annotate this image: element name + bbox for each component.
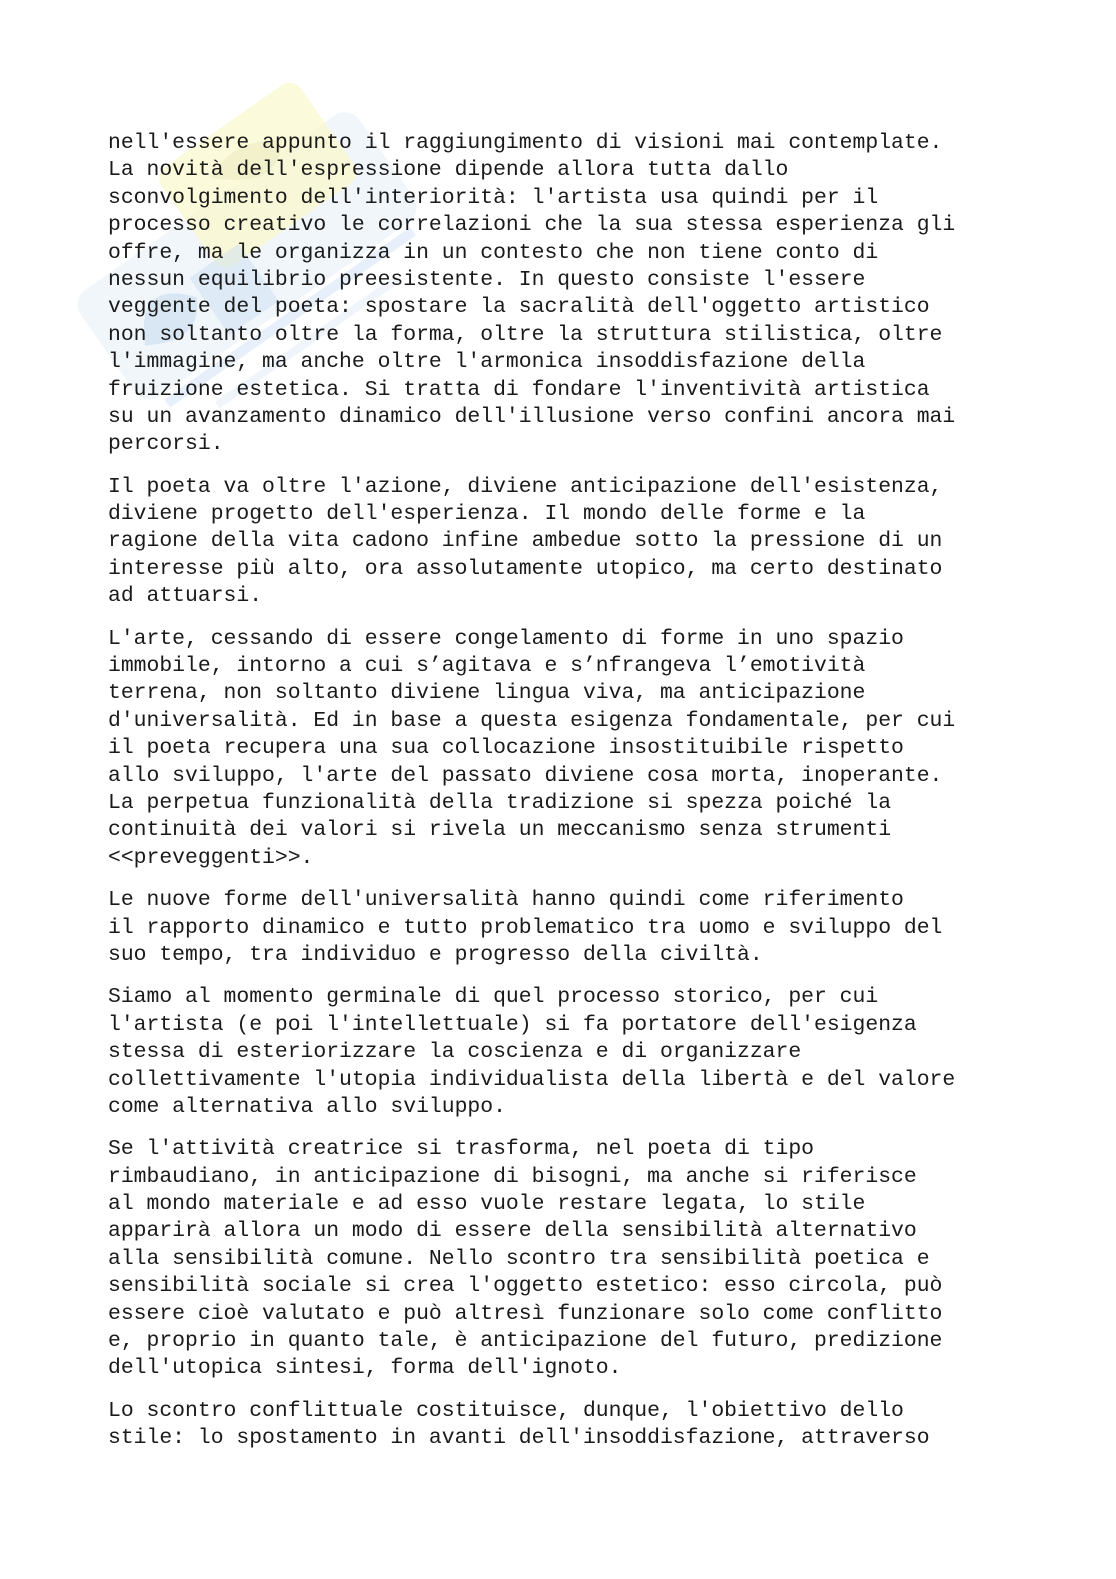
text-line: offre, ma le organizza in un contesto che non tiene conto di	[108, 240, 879, 265]
paragraph	[108, 1398, 1008, 1453]
text-line: allo sviluppo, l'arte del passato diviene cosa morta, inoperante.	[108, 763, 943, 788]
text-line: percorsi.	[108, 432, 224, 457]
text-line: ragione della vita cadono infine ambedue sotto la pressione di un	[108, 529, 943, 554]
text-line: <<preveggenti>>.	[108, 845, 314, 870]
text-line: ad attuarsi.	[108, 584, 263, 609]
text-line: il poeta recupera una sua collocazione insostituibile rispetto	[108, 736, 904, 761]
text-line: e, proprio in quanto tale, è anticipazione del futuro, predizione	[108, 1329, 943, 1354]
text-line: d'universalità. Ed in base a questa esigenza fondamentale, per cui	[108, 708, 956, 733]
text-line: nessun equilibrio preesistente. In questo consiste l'essere	[108, 267, 866, 292]
paragraph	[108, 474, 1008, 611]
text-line: come alternativa allo sviluppo.	[108, 1094, 506, 1119]
paragraph	[108, 984, 1008, 1121]
text-line: La perpetua funzionalità della tradizione si spezza poiché la	[108, 790, 892, 815]
text-line: stile: lo spostamento in avanti dell'insoddisfazione, attraverso	[108, 1426, 930, 1451]
text-line: l'immagine, ma anche oltre l'armonica insoddisfazione della	[108, 350, 866, 375]
text-line: al mondo materiale e ad esso vuole restare legata, lo stile	[108, 1192, 866, 1217]
text-line: Il poeta va oltre l'azione, diviene anticipazione dell'esistenza,	[108, 474, 943, 499]
text-line: sconvolgimento dell'interiorità: l'artista usa quindi per il	[108, 185, 879, 210]
text-line: collettivamente l'utopia individualista della libertà e del valore	[108, 1067, 956, 1092]
text-line: immobile, intorno a cui s’agitava e s’nfrangeva l’emotività	[108, 654, 866, 679]
text-line: processo creativo le correlazioni che la sua stessa esperienza gli	[108, 213, 956, 238]
text-line: il rapporto dinamico e tutto problematico tra uomo e sviluppo del	[108, 915, 943, 940]
paragraph	[108, 1136, 1008, 1383]
text-line: nell'essere appunto il raggiungimento di visioni mai contemplate.	[108, 131, 943, 155]
text-line: L'arte, cessando di essere congelamento di forme in uno spazio	[108, 626, 904, 651]
text-line: non soltanto oltre la forma, oltre la struttura stilistica, oltre	[108, 322, 943, 347]
text-line: apparirà allora un modo di essere della sensibilità alternativo	[108, 1219, 917, 1244]
text-line: fruizione estetica. Si tratta di fondare l'inventività artistica	[108, 377, 930, 402]
text-line: terrena, non soltanto diviene lingua viva, ma anticipazione	[108, 681, 866, 706]
text-line: rimbaudiano, in anticipazione di bisogni, ma anche si riferisce	[108, 1164, 917, 1189]
text-line: su un avanzamento dinamico dell'illusione verso confini ancora mai	[108, 404, 956, 429]
text-line: dell'utopica sintesi, forma dell'ignoto.	[108, 1356, 622, 1381]
paragraph	[108, 626, 1008, 873]
text-line: interesse più alto, ora assolutamente utopico, ma certo destinato	[108, 556, 943, 581]
text-line: alla sensibilità comune. Nello scontro tra sensibilità poetica e	[108, 1246, 930, 1271]
text-line: diviene progetto dell'esperienza. Il mondo delle forme e la	[108, 502, 866, 527]
text-line: sensibilità sociale si crea l'oggetto estetico: esso circola, può	[108, 1274, 943, 1299]
document-body	[108, 130, 1008, 1468]
paragraph	[108, 887, 1008, 969]
text-line: stessa di esteriorizzare la coscienza e di organizzare	[108, 1040, 802, 1065]
text-line: Se l'attività creatrice si trasforma, nel poeta di tipo	[108, 1137, 815, 1162]
paragraph	[108, 130, 1008, 459]
text-line: La novità dell'espressione dipende allora tutta dallo	[108, 158, 789, 183]
text-line: Lo scontro conflittuale costituisce, dunque, l'obiettivo dello	[108, 1398, 904, 1423]
text-line: suo tempo, tra individuo e progresso della civiltà.	[108, 942, 763, 967]
text-line: veggente del poeta: spostare la sacralità dell'oggetto artistico	[108, 295, 930, 320]
text-line: Le nuove forme dell'universalità hanno quindi come riferimento	[108, 888, 904, 913]
text-line: l'artista (e poi l'intellettuale) si fa portatore dell'esigenza	[108, 1012, 917, 1037]
text-line: Siamo al momento germinale di quel processo storico, per cui	[108, 985, 879, 1010]
text-line: continuità dei valori si rivela un meccanismo senza strumenti	[108, 818, 892, 843]
text-line: essere cioè valutato e può altresì funzionare solo come conflitto	[108, 1301, 943, 1326]
